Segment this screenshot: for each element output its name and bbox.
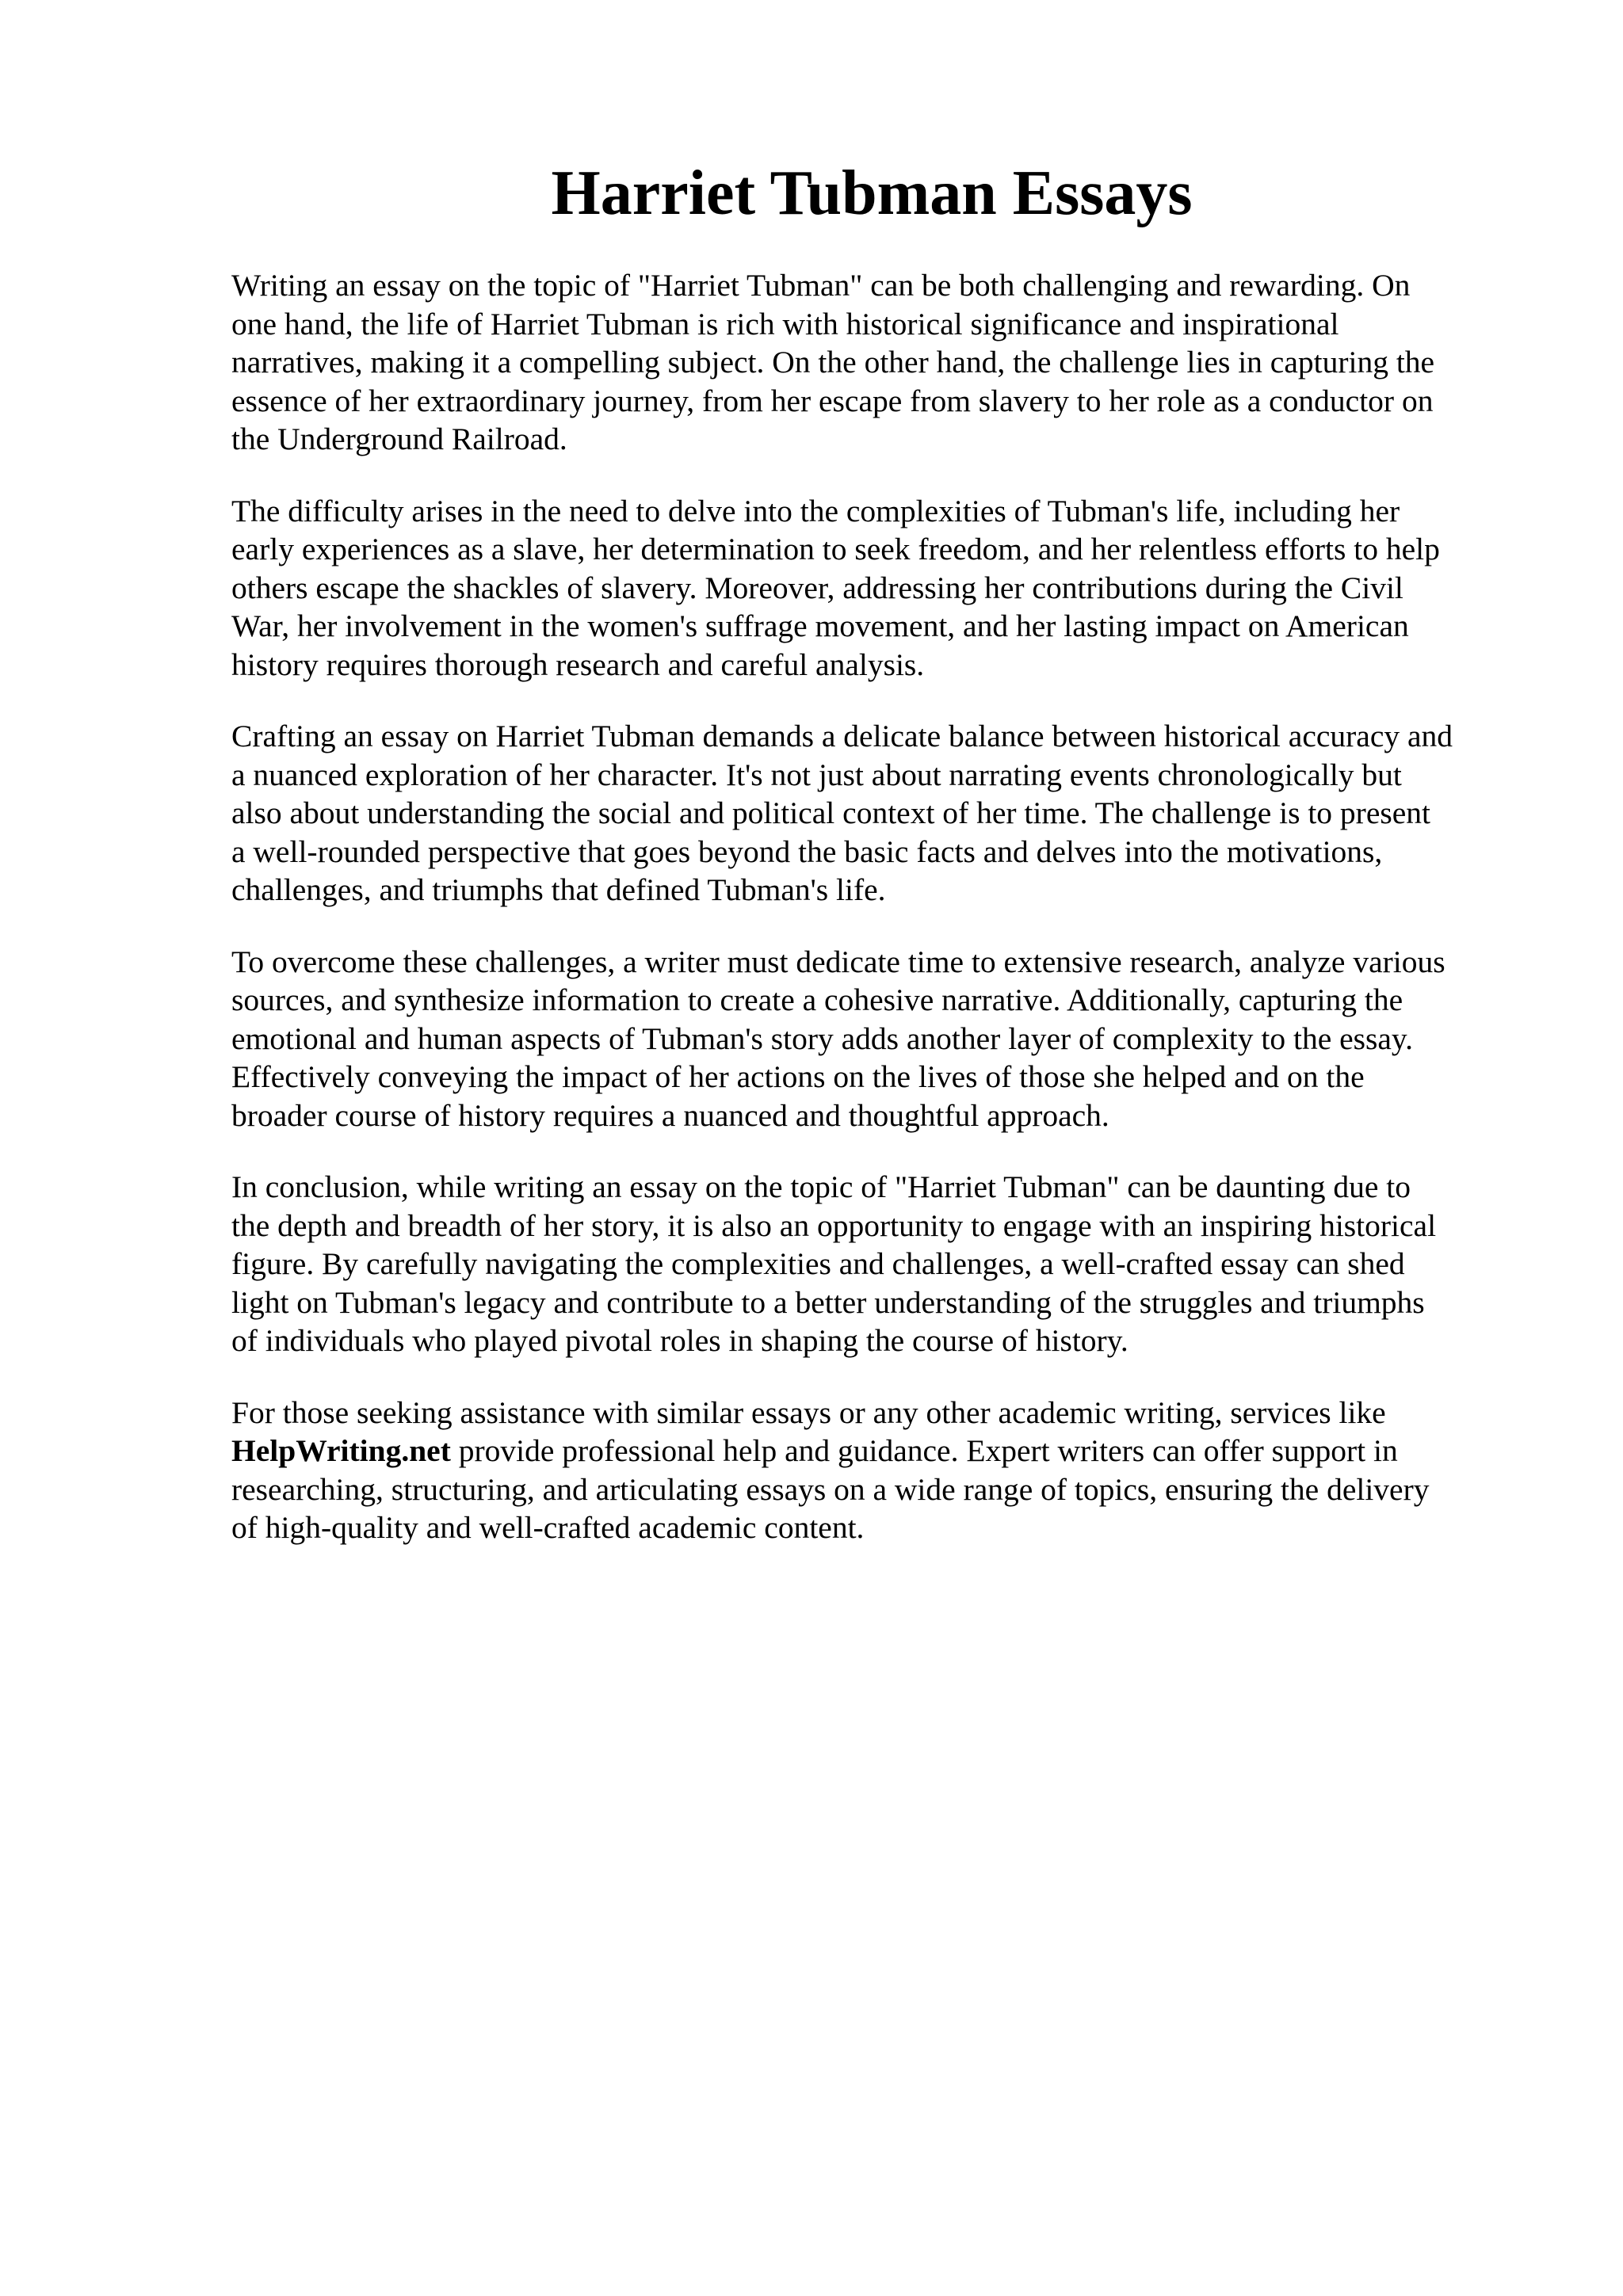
paragraph-line: of individuals who played pivotal roles in shaping the course of history. xyxy=(231,1323,1128,1358)
paragraph-line: light on Tubman's legacy and contribute to a better understanding of the struggles and triumphs xyxy=(231,1284,1425,1320)
paragraph-line: history requires thorough research and careful analysis. xyxy=(231,646,925,682)
paragraph-1 xyxy=(231,266,1515,459)
paragraph-line: essence of her extraordinary journey, from her escape from slavery to her role as a conductor on xyxy=(231,383,1434,418)
paragraph-line: also about understanding the social and political context of her time. The challenge is to present xyxy=(231,795,1430,830)
paragraph-line: the depth and breadth of her story, it is also an opportunity to engage with an inspiring historical xyxy=(231,1207,1437,1243)
paragraph-line: challenges, and triumphs that defined Tubman's life. xyxy=(231,872,886,907)
paragraph-line: Crafting an essay on Harriet Tubman demands a delicate balance between historical accuracy and xyxy=(231,719,1453,753)
paragraph-line: researching, structuring, and articulating essays on a wide range of topics, ensuring the delivery xyxy=(231,1471,1430,1507)
paragraph-line: one hand, the life of Harriet Tubman is rich with historical significance and inspirational xyxy=(231,306,1339,341)
paragraph-3 xyxy=(231,717,1515,910)
paragraph-line: others escape the shackles of slavery. Moreover, addressing her contributions during the Civil xyxy=(231,570,1403,605)
paragraph-5 xyxy=(231,1168,1515,1360)
paragraph-4 xyxy=(231,943,1515,1135)
paragraph-line: The difficulty arises in the need to delve into the complexities of Tubman's life, including her xyxy=(231,493,1400,528)
paragraph-line: For those seeking assistance with similar essays or any other academic writing, services like xyxy=(231,1394,1386,1430)
paragraph-line: sources, and synthesize information to create a cohesive narrative. Additionally, capturing the xyxy=(231,982,1403,1017)
paragraph-line-rest: provide professional help and guidance. Expert writers can offer support in xyxy=(450,1433,1398,1468)
paragraph-line: a well-rounded perspective that goes beyond the basic facts and delves into the motivations, xyxy=(231,833,1383,869)
paragraph-line: In conclusion, while writing an essay on the topic of "Harriet Tubman" can be daunting due to xyxy=(231,1169,1411,1204)
brand-link[interactable]: HelpWriting.net xyxy=(231,1433,451,1468)
page-title: Harriet Tubman Essays xyxy=(551,158,1193,228)
paragraph-line: a nuanced exploration of her character. It's not just about narrating events chronologically but xyxy=(231,757,1402,792)
paragraph-line: emotional and human aspects of Tubman's story adds another layer of complexity to the essay. xyxy=(231,1020,1413,1056)
paragraph-line: broader course of history requires a nuanced and thoughtful approach. xyxy=(231,1097,1109,1133)
paragraph-line: of high-quality and well-crafted academic content. xyxy=(231,1510,865,1545)
paragraph-line: Effectively conveying the impact of her actions on the lives of those she helped and on the xyxy=(231,1059,1365,1094)
essay-body xyxy=(231,266,1515,1581)
paragraph-line: the Underground Railroad. xyxy=(231,421,567,456)
paragraph-line: early experiences as a slave, her determination to seek freedom, and her relentless efforts to help xyxy=(231,532,1440,566)
paragraph-line: narratives, making it a compelling subject. On the other hand, the challenge lies in capturing the xyxy=(231,345,1435,379)
paragraph-2 xyxy=(231,492,1515,685)
paragraph-line: figure. By carefully navigating the complexities and challenges, a well-crafted essay can shed xyxy=(231,1246,1405,1281)
paragraph-line: War, her involvement in the women's suffrage movement, and her lasting impact on American xyxy=(231,608,1409,643)
closing-paragraph xyxy=(231,1394,1515,1547)
paragraph-line: Writing an essay on the topic of "Harriet Tubman" can be both challenging and rewarding. On xyxy=(231,268,1411,303)
paragraph-line xyxy=(231,1432,1515,1470)
paragraph-line: To overcome these challenges, a writer must dedicate time to extensive research, analyze various xyxy=(231,944,1445,979)
